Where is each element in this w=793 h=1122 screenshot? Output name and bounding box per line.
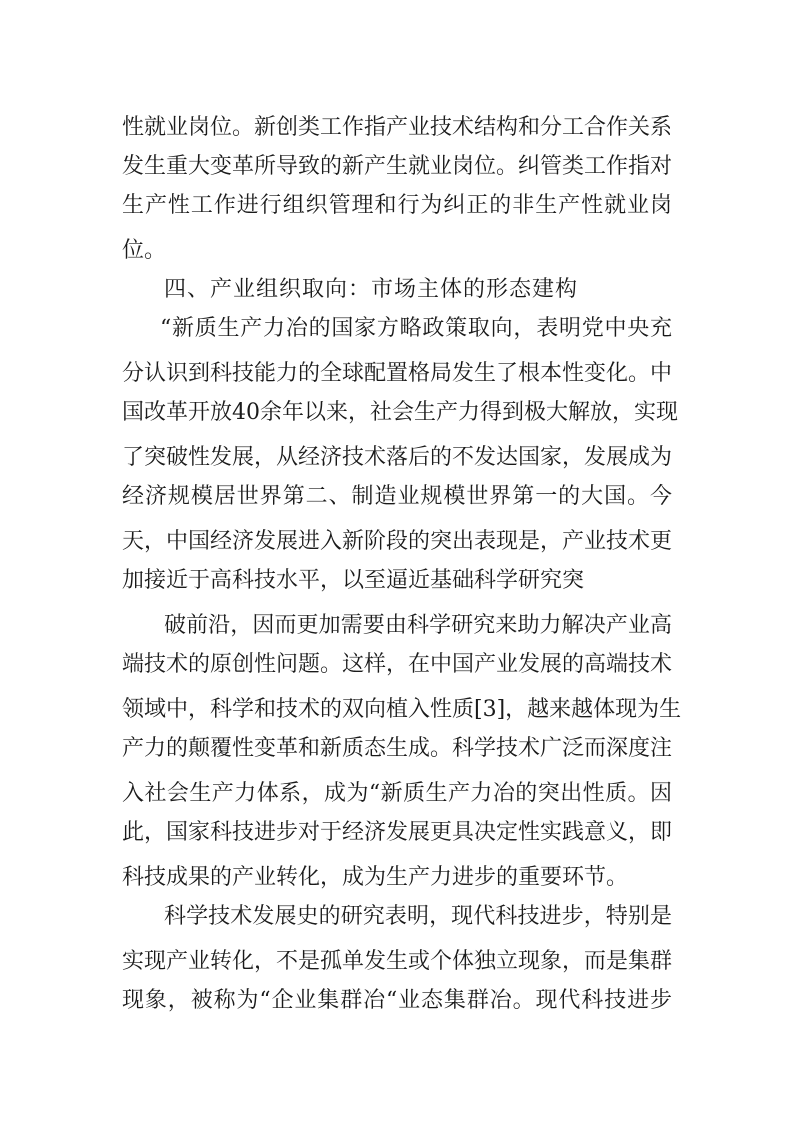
text-line: 加接近于高科技水平，以至逼近基础科学研究突 (122, 568, 585, 593)
text-line: 入社会生产力体系，成为“新质生产力冶的突出性质。因 (122, 781, 672, 806)
text-line: 领域中，科学和技术的双向植入性质[3]，越来越体现为生 (122, 697, 682, 722)
text-line: 产力的颠覆性变革和新质态生成。科学技术广泛而深度注 (122, 736, 673, 761)
text-line: 天，中国经济发展进入新阶段的突出表现是，产业技术更 (122, 529, 673, 554)
text-line: 分认识到科技能力的全球配置格局发生了根本性变化。中 (122, 361, 673, 386)
text-line: 性就业岗位。新创类工作指产业技术结构和分工合作关系 (122, 115, 673, 140)
paragraph-first-line: “新质生产力冶的国家方略政策取向，表明党中央充 (160, 316, 672, 341)
text-line: 经济规模居世界第二、制造业规模世界第一的大国。今 (122, 484, 672, 509)
text-line: 位。 (122, 238, 167, 263)
text-line: 科技成果的产业转化，成为生产力进步的重要环节。 (122, 865, 629, 890)
text-line: 发生重大变革所导致的新产生就业岗位。纠管类工作指对 (122, 154, 673, 179)
text-line: 生产性工作进行组织管理和行为纠正的非生产性就业岗 (122, 193, 672, 218)
text-line: 了突破性发展，从经济技术落后的不发达国家，发展成为 (122, 445, 673, 470)
paragraph-first-line: 破前沿，因而更加需要由科学研究来助力解决产业高 (164, 613, 672, 638)
text-line: 实现产业转化，不是孤单发生或个体独立现象，而是集群 (122, 949, 673, 974)
section-heading: 四、产业组织取向：市场主体的形态建构 (164, 277, 579, 302)
text-line: 国改革开放40余年以来，社会生产力得到极大解放，实现 (122, 400, 678, 425)
text-line: 现象，被称为“企业集群冶“业态集群冶。现代科技进步 (122, 988, 672, 1013)
text-line: 此，国家科技进步对于经济发展更具决定性实践意义，即 (122, 820, 673, 845)
text-line: 端技术的原创性问题。这样，在中国产业发展的高端技术 (122, 652, 673, 677)
paragraph-first-line: 科学技术发展史的研究表明，现代科技进步，特别是 (164, 904, 672, 929)
